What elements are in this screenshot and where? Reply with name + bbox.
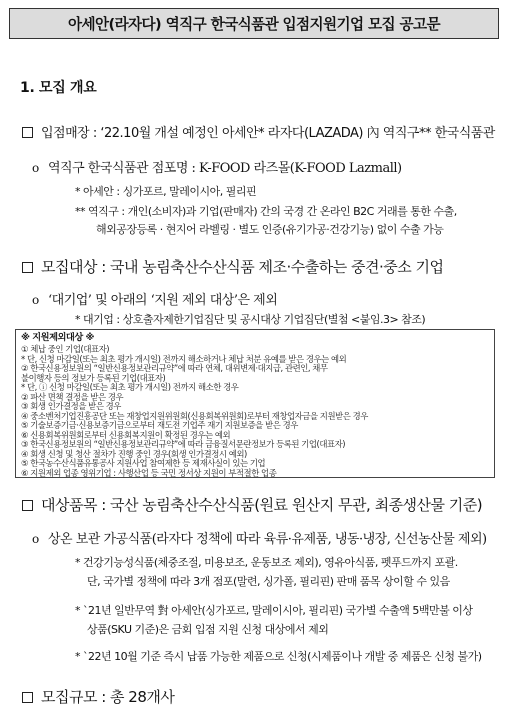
section-heading: 1. 모집 개요 [20, 80, 97, 96]
note-asean: * 아세안 : 싱가포르, 말레이시아, 필리핀 [75, 185, 257, 198]
exclusion-line: ③ 회생 인가결정을 받은 경우 [21, 401, 121, 411]
exclusion-line: 불이행자 등의 정보가 등록된 기업(대표자) [21, 372, 166, 383]
exclusion-line: ② 한국신용정보원의 “일반신용정보관리규약”에 따라 연체, 대위변제·대지급, 관련인, 채무 [21, 363, 328, 373]
circle-bullet-icon: o [32, 532, 39, 546]
items-item [22, 494, 482, 515]
target-sub: ‘대기업’ 및 아래의 ‘지원 제외 대상’은 제외 [48, 293, 278, 308]
square-bullet-icon [22, 692, 33, 703]
scale-item [22, 686, 174, 707]
place-label: 입점매장 : ‘22.10월 개설 예정인 아세안* 라자다(LAZADA) 內 역직구** 한국식품관 [41, 126, 495, 141]
note-export-2: 상품(SKU 기준)은 금회 입점 지원 신청 대상에서 제외 [87, 623, 329, 636]
exclusion-line: ② 파산 면책 결정을 받은 경우 [21, 391, 124, 402]
exclusion-line: ⑥ 지원제외 업종 영위기업 : 사행산업 등 국민 정서상 지원이 부적절한 업종 [21, 467, 277, 478]
place-item [22, 122, 495, 141]
exclusion-line: ⑤ 한국농수산식품유통공사 지원사업 참여제한 등 제재사실이 있는 기업 [21, 458, 266, 468]
exclusion-line: ④ 회생 신청 및 청산 절차가 진행 중인 경우(회생 인가결정시 예외) [21, 448, 247, 459]
place-sub-item [32, 157, 402, 176]
note-cross-border-1: ** 역직구 : 개인(소비자)과 기업(판매자) 간의 국경 간 온라인 B2C 거래를 통한 수출, [75, 205, 457, 218]
target-label: 모집대상 : 국내 농림축산수산식품 제조‧수출하는 중견‧중소 기업 [41, 258, 444, 276]
target-item [22, 256, 443, 277]
exclusion-box [15, 329, 495, 478]
note-cross-border-2: 해외공장등록 · 현지어 라벨링 · 별도 인증(유기가공·건강기능) 없이 수출 가능 [96, 223, 444, 236]
note-delivery: * `22년 10월 기준 즉시 납품 가능한 제품으로 신청(시제품이나 개발 중 제품은 신청 불가) [75, 650, 482, 663]
square-bullet-icon [22, 127, 33, 138]
square-bullet-icon [22, 500, 33, 511]
exclusion-line: ① 체납 중인 기업(대표자) [21, 344, 110, 354]
square-bullet-icon [22, 262, 33, 273]
place-sub-name: 역직구 한국식품관 점포명 : K-FOOD 라즈몰(K-FOOD Lazmall) [48, 161, 402, 176]
target-sub-item [32, 289, 277, 308]
exclusion-line: ③ 한국신용정보원의 “일반신용정보관리규약”에 따라 금융질서문란정보가 등록된 기업(대표자) [21, 439, 346, 449]
note-export-1: * `21년 일반무역 對 아세안(싱가포르, 말레이시아, 필리핀) 국가별 수출액 5백만불 이상 [75, 604, 473, 617]
note-large-company: * 대기업 : 상호출자제한기업집단 및 공시대상 기업집단(별첨 <붙임.3> 참조) [75, 313, 426, 326]
exclusion-heading: ※ 지원제외대상 ※ [21, 332, 95, 343]
exclusion-line: ⑤ 기술보증기금·신용보증기금으로부터 재도전 기업주 재기 지원보증을 받은 경우 [21, 420, 298, 430]
document-title: 아세안(라자다) 역직구 한국식품관 입점지원기업 모집 공고문 [9, 8, 499, 39]
items-label: 대상품목 : 국산 농림축산수산식품(원료 원산지 무관, 최종생산물 기준) [41, 496, 483, 514]
note-health-food-2: 단, 국가별 정책에 따라 3개 점포(말련, 싱가폴, 필리핀) 판매 품목 상이할 수 있음 [87, 575, 450, 588]
circle-bullet-icon: o [32, 293, 39, 307]
scale-label: 모집규모 : 총 28개사 [41, 688, 175, 706]
exclusion-line: ⑥ 신용회복위원회로부터 신용회복지원이 확정된 경우는 예외 [21, 429, 231, 440]
items-sub: 상온 보관 가공식품(라자다 정책에 따라 육류·유제품, 냉동·냉장, 신선농산물 제외) [48, 532, 487, 547]
items-sub-item [32, 528, 487, 547]
circle-bullet-icon: o [32, 161, 39, 175]
exclusion-line: * 단, ⓘ 신청 마감일(또는 최초 평가 개시일) 전까지 해소한 경우 [21, 382, 239, 392]
exclusion-line: * 단, 신청 마감일(또는 최초 평가 개시일) 전까지 해소하거나 체납 처분 유예를 받은 경우는 예외 [21, 353, 347, 364]
exclusion-line: ④ 중소벤처기업진흥공단 또는 재창업지원위원회(신용회복위원회)로부터 재창업자금을 지원받은 경우 [21, 410, 368, 421]
note-health-food-1: * 건강기능성식품(체중조절, 미용보조, 운동보조 제외), 영유아식품, 펫푸드까지 포괄. [75, 556, 458, 569]
